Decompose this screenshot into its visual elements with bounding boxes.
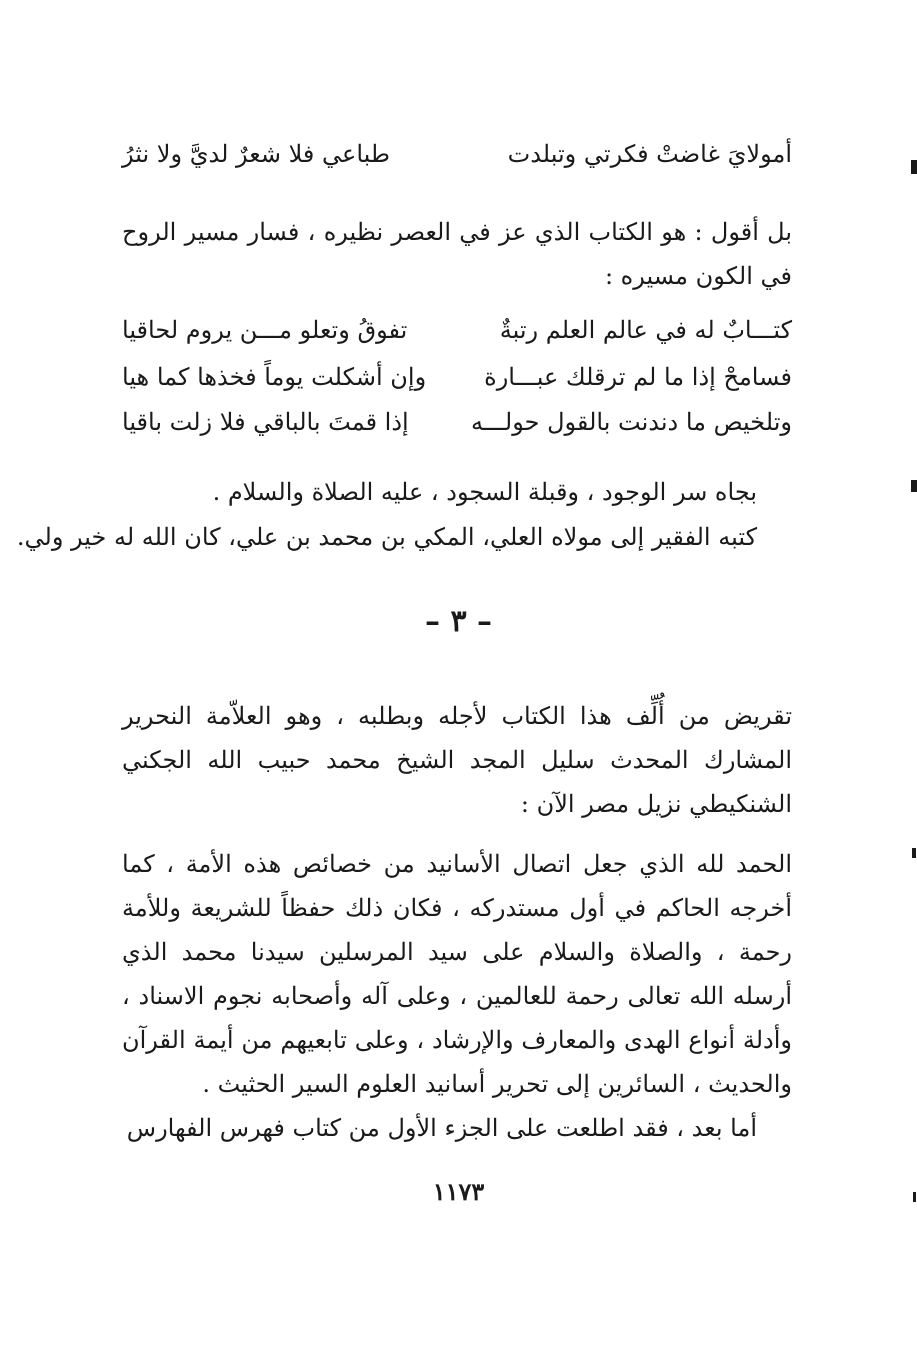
poem-line-2 (122, 357, 792, 397)
verse-1-right-hemistich: أمولايَ غاضتْ فكرتي وتبلدت (507, 140, 792, 168)
closing-line-1: بجاه سر الوجود ، وقبلة السجود ، عليه الصلاة والسلام . (212, 478, 757, 506)
scan-edge-mark (912, 848, 916, 858)
last-line: أما بعد ، فقد اطلعت على الجزء الأول من كتاب فهرس الفهارس (126, 1114, 757, 1142)
scan-edge-mark (911, 160, 917, 174)
poem-2-right-hemistich: فسامحْ إذا ما لم ترقلك عبـــارة (484, 363, 792, 391)
page-number: ١١٧٣ (432, 1177, 485, 1206)
body-paragraph: الحمد لله الذي جعل اتصال الأسانيد من خصائص هذه الأمة ، كما أخرجه الحاكم في أول مستدركه ، فكان ذلك حفظاً للشريعة وللأمة رحمة ، والصلاة والسلام على سيد المرسلين سيدنا محمد الذي أرسله الله تعالى رحمة للعالمين ، وعلى آله وأصحابه نجوم الاسناد ، وأدلة أنواع الهدى والمعارف والإرشاد ، وعلى تابعيهم من أيمة القرآن والحديث ، السائرين إلى تحرير أسانيد العلوم السير الحثيث . (122, 850, 792, 1098)
poem-3-left-hemistich: إذا قمتَ بالباقي فلا زلت باقيا (122, 408, 409, 436)
verse-line-1 (122, 134, 792, 174)
scan-edge-mark (911, 480, 917, 492)
intro-paragraph: تقريض من أُلِّف هذا الكتاب لأجله وبطلبه ، وهو العلاّمة النحرير المشارك المحدث سليل المجد الشيخ محمد حبيب الله الجكني الشنكيطي نزيل مصر الآن : (122, 702, 792, 818)
poem-line-3 (122, 402, 792, 442)
poem-line-1 (122, 310, 792, 350)
scan-edge-mark (913, 1192, 916, 1202)
section-number: – ٣ – (424, 604, 493, 639)
poem-1-left-hemistich: تفوقُ وتعلو مـــن يروم لحاقيا (122, 316, 408, 344)
closing-line-2: كتبه الفقير إلى مولاه العلي، المكي بن محمد بن علي، كان الله له خير ولي. (16, 523, 757, 551)
poem-2-left-hemistich: وإن أشكلت يوماً فخذها كما هيا (122, 363, 427, 391)
prose-paragraph-1: بل أقول : هو الكتاب الذي عز في العصر نظيره ، فسار مسير الروح في الكون مسيره : (122, 218, 792, 290)
verse-1-left-hemistich: طباعي فلا شعرٌ لديَّ ولا نثرُ (122, 140, 390, 168)
poem-3-right-hemistich: وتلخيص ما دندنت بالقول حولـــه (470, 408, 792, 436)
poem-1-right-hemistich: كتـــابٌ له في عالم العلم رتبةٌ (499, 316, 792, 344)
